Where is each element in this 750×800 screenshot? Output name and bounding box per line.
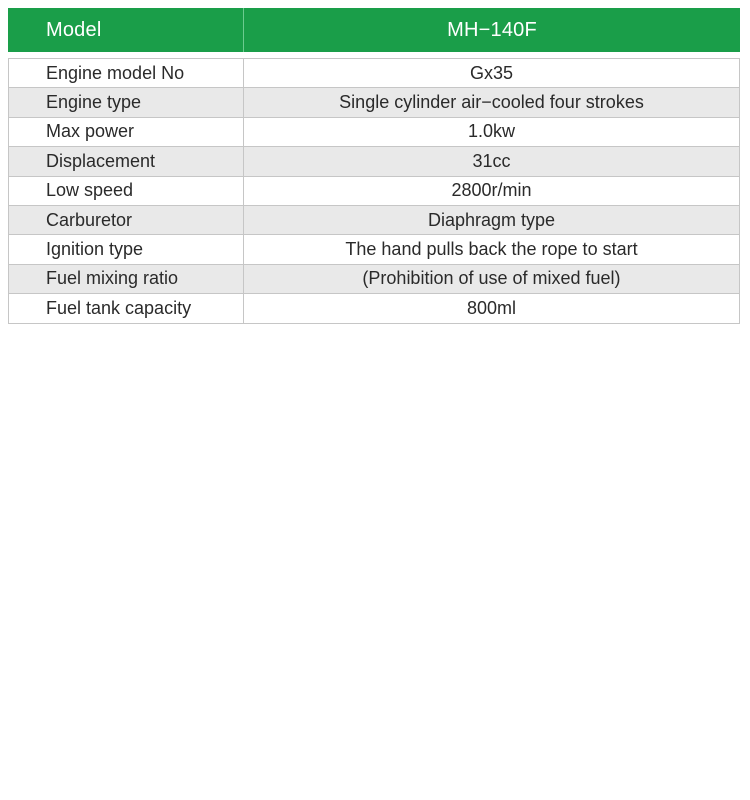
- spec-row-engine-type: [9, 88, 740, 117]
- spec-value: 800ml: [244, 294, 740, 322]
- spec-value: Diaphragm type: [244, 206, 740, 234]
- spec-row-ignition-type: [9, 235, 740, 264]
- spec-row-carburetor: [9, 206, 740, 235]
- spec-row-fuel-tank-capacity: [9, 294, 740, 323]
- spec-label: Max power: [9, 118, 244, 146]
- spec-value: 31cc: [244, 147, 740, 175]
- spec-label: Low speed: [9, 177, 244, 205]
- header-label-cell: [8, 8, 244, 52]
- model-name: MH−140F: [447, 18, 537, 41]
- spec-value: 2800r/min: [244, 177, 740, 205]
- spec-label: Fuel mixing ratio: [9, 265, 244, 293]
- spec-value: Single cylinder air−cooled four strokes: [244, 88, 740, 116]
- spec-value: The hand pulls back the rope to start: [244, 235, 740, 263]
- spec-label: Fuel tank capacity: [9, 294, 244, 322]
- spec-row-low-speed: [9, 177, 740, 206]
- spec-label: Carburetor: [9, 206, 244, 234]
- spec-table: [8, 58, 740, 324]
- spec-value: (Prohibition of use of mixed fuel): [244, 265, 740, 293]
- spec-row-fuel-mixing-ratio: [9, 265, 740, 294]
- spec-row-displacement: [9, 147, 740, 176]
- header-label: Model: [46, 18, 102, 41]
- spec-value: Gx35: [244, 59, 740, 87]
- spec-row-engine-model: [9, 59, 740, 88]
- table-header: [8, 8, 740, 52]
- header-value-cell: [244, 8, 740, 52]
- spec-label: Engine model No: [9, 59, 244, 87]
- spec-row-max-power: [9, 118, 740, 147]
- spec-label: Ignition type: [9, 235, 244, 263]
- spec-label: Displacement: [9, 147, 244, 175]
- spec-label: Engine type: [9, 88, 244, 116]
- spec-value: 1.0kw: [244, 118, 740, 146]
